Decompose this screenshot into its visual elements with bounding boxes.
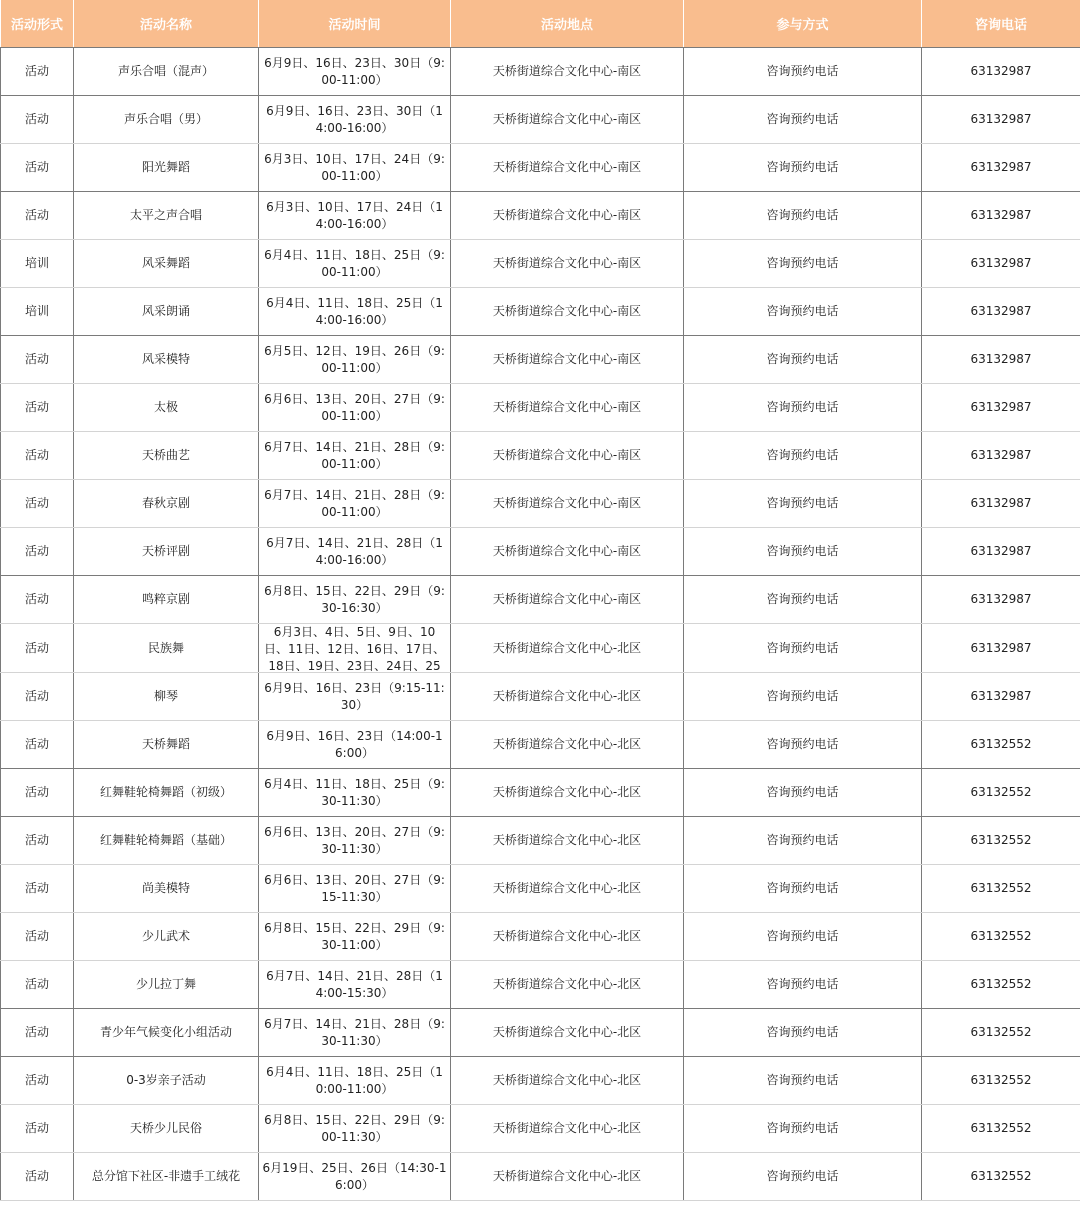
consult-phone-cell: 63132987: [922, 528, 1080, 576]
activity-time-text: 6月9日、16日、23日（9:15-11:30）: [264, 680, 445, 712]
activity-location-cell: 天桥街道综合文化中心-北区: [451, 624, 684, 673]
consult-phone-cell: 63132987: [922, 384, 1080, 432]
table-row: [1, 1009, 1080, 1057]
participation-method-cell: 咨询预约电话: [684, 288, 922, 336]
consult-phone-cell: 63132552: [922, 865, 1080, 913]
activity-location-cell: 天桥街道综合文化中心-南区: [451, 432, 684, 480]
activity-time-text: 6月4日、11日、18日、25日（14:00-16:00）: [266, 295, 443, 327]
activity-type-cell: 活动: [1, 336, 74, 384]
activity-type-cell: 活动: [1, 1057, 74, 1105]
activity-time-text: 6月7日、14日、21日、28日（9:00-11:00）: [264, 487, 445, 519]
activity-time-cell: [259, 624, 451, 673]
activity-time-cell: [259, 192, 451, 240]
table-body: [1, 48, 1080, 1201]
participation-method-cell: 咨询预约电话: [684, 817, 922, 865]
activity-time-cell: [259, 1105, 451, 1153]
activity-name-cell: 声乐合唱（男）: [74, 96, 259, 144]
activity-type-cell: 活动: [1, 480, 74, 528]
activity-time-cell: [259, 913, 451, 961]
activity-type-cell: 活动: [1, 913, 74, 961]
activity-location-cell: 天桥街道综合文化中心-北区: [451, 673, 684, 721]
participation-method-cell: 咨询预约电话: [684, 721, 922, 769]
header-participation-method: 参与方式: [684, 0, 922, 48]
activity-location-cell: 天桥街道综合文化中心-南区: [451, 240, 684, 288]
activity-location-cell: 天桥街道综合文化中心-南区: [451, 336, 684, 384]
table-row: [1, 96, 1080, 144]
activity-name-cell: 天桥评剧: [74, 528, 259, 576]
activity-time-text: 6月4日、11日、18日、25日（9:00-11:00）: [264, 247, 445, 279]
activity-type-cell: 活动: [1, 528, 74, 576]
activity-location-cell: 天桥街道综合文化中心-北区: [451, 1153, 684, 1201]
activity-type-cell: 活动: [1, 624, 74, 673]
activity-location-cell: 天桥街道综合文化中心-南区: [451, 288, 684, 336]
table-row: [1, 1105, 1080, 1153]
activity-type-cell: 活动: [1, 817, 74, 865]
activity-name-cell: 风采模特: [74, 336, 259, 384]
table-row: [1, 384, 1080, 432]
activity-type-cell: 活动: [1, 721, 74, 769]
activity-location-cell: 天桥街道综合文化中心-南区: [451, 96, 684, 144]
activity-type-cell: 活动: [1, 576, 74, 624]
activity-type-cell: 活动: [1, 96, 74, 144]
activity-location-cell: 天桥街道综合文化中心-北区: [451, 865, 684, 913]
activity-time-text: 6月19日、25日、26日（14:30-16:00）: [262, 1160, 447, 1192]
activity-time-text: 6月6日、13日、20日、27日（9:30-11:30）: [264, 824, 445, 856]
activity-location-cell: 天桥街道综合文化中心-北区: [451, 721, 684, 769]
participation-method-cell: 咨询预约电话: [684, 336, 922, 384]
table-row: [1, 240, 1080, 288]
activity-time-cell: [259, 721, 451, 769]
table-row: [1, 1057, 1080, 1105]
header-consult-phone: 咨询电话: [922, 0, 1080, 48]
participation-method-cell: 咨询预约电话: [684, 1057, 922, 1105]
table-row: [1, 673, 1080, 721]
activity-location-cell: 天桥街道综合文化中心-北区: [451, 961, 684, 1009]
participation-method-cell: 咨询预约电话: [684, 96, 922, 144]
activity-location-cell: 天桥街道综合文化中心-北区: [451, 769, 684, 817]
table-row: [1, 865, 1080, 913]
consult-phone-cell: 63132552: [922, 961, 1080, 1009]
consult-phone-cell: 63132987: [922, 336, 1080, 384]
participation-method-cell: 咨询预约电话: [684, 1009, 922, 1057]
participation-method-cell: 咨询预约电话: [684, 144, 922, 192]
participation-method-cell: 咨询预约电话: [684, 865, 922, 913]
participation-method-cell: 咨询预约电话: [684, 384, 922, 432]
consult-phone-cell: 63132987: [922, 673, 1080, 721]
table-row: [1, 528, 1080, 576]
consult-phone-cell: 63132552: [922, 1153, 1080, 1201]
table-row: [1, 48, 1080, 96]
participation-method-cell: 咨询预约电话: [684, 769, 922, 817]
activity-type-cell: 培训: [1, 240, 74, 288]
consult-phone-cell: 63132987: [922, 288, 1080, 336]
activity-type-cell: 活动: [1, 865, 74, 913]
activity-name-cell: 春秋京剧: [74, 480, 259, 528]
table-row: [1, 144, 1080, 192]
header-activity-time: 活动时间: [259, 0, 451, 48]
table-row: [1, 913, 1080, 961]
participation-method-cell: 咨询预约电话: [684, 528, 922, 576]
consult-phone-cell: 63132552: [922, 769, 1080, 817]
activity-name-cell: 红舞鞋轮椅舞蹈（初级）: [74, 769, 259, 817]
activity-time-text: 6月7日、14日、21日、28日（9:00-11:00）: [264, 439, 445, 471]
activity-time-cell: [259, 961, 451, 1009]
activity-type-cell: 活动: [1, 1105, 74, 1153]
header-activity-name: 活动名称: [74, 0, 259, 48]
activity-name-cell: 青少年气候变化小组活动: [74, 1009, 259, 1057]
activity-name-cell: 声乐合唱（混声）: [74, 48, 259, 96]
activity-type-cell: 活动: [1, 192, 74, 240]
activity-time-cell: [259, 769, 451, 817]
activity-time-cell: [259, 384, 451, 432]
consult-phone-cell: 63132987: [922, 96, 1080, 144]
activity-time-text: 6月9日、16日、23日、30日（9:00-11:00）: [264, 55, 445, 87]
activity-time-text: 6月8日、15日、22日、29日（9:30-16:30）: [264, 583, 445, 615]
table-row: [1, 817, 1080, 865]
consult-phone-cell: 63132987: [922, 576, 1080, 624]
consult-phone-cell: 63132987: [922, 480, 1080, 528]
table-row: [1, 192, 1080, 240]
activity-time-text: 6月3日、10日、17日、24日（9:00-11:00）: [264, 151, 445, 183]
activity-time-text: 6月9日、16日、23日（14:00-16:00）: [266, 728, 443, 760]
participation-method-cell: 咨询预约电话: [684, 48, 922, 96]
activity-type-cell: 活动: [1, 673, 74, 721]
activity-name-cell: 鸣粹京剧: [74, 576, 259, 624]
activity-location-cell: 天桥街道综合文化中心-南区: [451, 528, 684, 576]
activity-name-cell: 少儿武术: [74, 913, 259, 961]
activity-time-text: 6月7日、14日、21日、28日（14:00-16:00）: [266, 535, 443, 567]
participation-method-cell: 咨询预约电话: [684, 432, 922, 480]
activity-location-cell: 天桥街道综合文化中心-南区: [451, 480, 684, 528]
activity-time-cell: [259, 432, 451, 480]
participation-method-cell: 咨询预约电话: [684, 673, 922, 721]
table-row: [1, 769, 1080, 817]
activity-location-cell: 天桥街道综合文化中心-南区: [451, 192, 684, 240]
consult-phone-cell: 63132987: [922, 144, 1080, 192]
activity-time-cell: [259, 240, 451, 288]
consult-phone-cell: 63132552: [922, 913, 1080, 961]
activity-name-cell: 天桥舞蹈: [74, 721, 259, 769]
activity-type-cell: 活动: [1, 1009, 74, 1057]
table-row: [1, 432, 1080, 480]
table-row: [1, 480, 1080, 528]
activity-name-cell: 尚美模特: [74, 865, 259, 913]
activity-time-text: 6月7日、14日、21日、28日（9:30-11:30）: [264, 1016, 445, 1048]
table-row: [1, 336, 1080, 384]
consult-phone-cell: 63132552: [922, 817, 1080, 865]
activity-time-text: 6月8日、15日、22日、29日（9:00-11:30）: [264, 1112, 445, 1144]
consult-phone-cell: 63132552: [922, 1009, 1080, 1057]
activity-type-cell: 活动: [1, 961, 74, 1009]
activity-name-cell: 少儿拉丁舞: [74, 961, 259, 1009]
table-header: [1, 0, 1080, 48]
activity-name-cell: 阳光舞蹈: [74, 144, 259, 192]
activity-time-cell: [259, 1057, 451, 1105]
activity-time-cell: [259, 336, 451, 384]
activity-location-cell: 天桥街道综合文化中心-北区: [451, 1009, 684, 1057]
activity-type-cell: 活动: [1, 48, 74, 96]
table-row: [1, 1153, 1080, 1201]
participation-method-cell: 咨询预约电话: [684, 913, 922, 961]
activity-time-cell: [259, 288, 451, 336]
activity-time-text: 6月9日、16日、23日、30日（14:00-16:00）: [266, 103, 443, 135]
activity-time-text: 6月4日、11日、18日、25日（9:30-11:30）: [264, 776, 445, 808]
activity-type-cell: 活动: [1, 1153, 74, 1201]
activity-name-cell: 民族舞: [74, 624, 259, 673]
activity-name-cell: 0-3岁亲子活动: [74, 1057, 259, 1105]
activity-name-cell: 柳琴: [74, 673, 259, 721]
activity-location-cell: 天桥街道综合文化中心-北区: [451, 817, 684, 865]
table-row: [1, 288, 1080, 336]
activity-time-cell: [259, 144, 451, 192]
table-row: [1, 721, 1080, 769]
activity-time-text: 6月3日、10日、17日、24日（14:00-16:00）: [266, 199, 443, 231]
activity-type-cell: 活动: [1, 769, 74, 817]
consult-phone-cell: 63132552: [922, 1105, 1080, 1153]
participation-method-cell: 咨询预约电话: [684, 576, 922, 624]
table-row: [1, 624, 1080, 673]
activity-name-cell: 天桥曲艺: [74, 432, 259, 480]
activity-time-text: 6月6日、13日、20日、27日（9:15-11:30）: [264, 872, 445, 904]
activity-time-text: 6月4日、11日、18日、25日（10:00-11:00）: [266, 1064, 443, 1096]
participation-method-cell: 咨询预约电话: [684, 240, 922, 288]
activity-time-cell: [259, 576, 451, 624]
participation-method-cell: 咨询预约电话: [684, 961, 922, 1009]
activity-time-cell: [259, 480, 451, 528]
consult-phone-cell: 63132987: [922, 240, 1080, 288]
activity-location-cell: 天桥街道综合文化中心-南区: [451, 48, 684, 96]
activity-time-cell: [259, 673, 451, 721]
activity-time-cell: [259, 48, 451, 96]
activity-name-cell: 风采朗诵: [74, 288, 259, 336]
activity-time-text: 6月7日、14日、21日、28日（14:00-15:30）: [266, 968, 443, 1000]
activity-name-cell: 总分馆下社区-非遗手工绒花: [74, 1153, 259, 1201]
activity-location-cell: 天桥街道综合文化中心-北区: [451, 913, 684, 961]
activity-type-cell: 活动: [1, 432, 74, 480]
header-row: [1, 0, 1080, 48]
activity-type-cell: 活动: [1, 144, 74, 192]
activity-time-cell: [259, 528, 451, 576]
activity-time-cell: [259, 1153, 451, 1201]
participation-method-cell: 咨询预约电话: [684, 624, 922, 673]
header-activity-location: 活动地点: [451, 0, 684, 48]
activity-time-cell: [259, 817, 451, 865]
activity-time-text: 6月8日、15日、22日、29日（9:30-11:00）: [264, 920, 445, 952]
table-row: [1, 576, 1080, 624]
consult-phone-cell: 63132987: [922, 192, 1080, 240]
participation-method-cell: 咨询预约电话: [684, 192, 922, 240]
participation-method-cell: 咨询预约电话: [684, 480, 922, 528]
activity-name-cell: 红舞鞋轮椅舞蹈（基础）: [74, 817, 259, 865]
activity-time-cell: [259, 1009, 451, 1057]
consult-phone-cell: 63132552: [922, 721, 1080, 769]
activity-name-cell: 天桥少儿民俗: [74, 1105, 259, 1153]
participation-method-cell: 咨询预约电话: [684, 1105, 922, 1153]
consult-phone-cell: 63132552: [922, 1057, 1080, 1105]
activity-location-cell: 天桥街道综合文化中心-北区: [451, 1057, 684, 1105]
participation-method-cell: 咨询预约电话: [684, 1153, 922, 1201]
activity-time-text: 6月6日、13日、20日、27日（9:00-11:00）: [264, 391, 445, 423]
activity-time-text: 6月5日、12日、19日、26日（9:00-11:00）: [264, 343, 445, 375]
activity-location-cell: 天桥街道综合文化中心-南区: [451, 144, 684, 192]
activity-location-cell: 天桥街道综合文化中心-北区: [451, 1105, 684, 1153]
consult-phone-cell: 63132987: [922, 432, 1080, 480]
activity-time-text: 6月3日、4日、5日、9日、10日、11日、12日、16日、17日、18日、19日、23日、24日、25: [263, 625, 446, 672]
activity-type-cell: 培训: [1, 288, 74, 336]
consult-phone-cell: 63132987: [922, 624, 1080, 673]
activity-name-cell: 太平之声合唱: [74, 192, 259, 240]
consult-phone-cell: 63132987: [922, 48, 1080, 96]
activity-location-cell: 天桥街道综合文化中心-南区: [451, 384, 684, 432]
activity-name-cell: 太极: [74, 384, 259, 432]
header-activity-type: 活动形式: [1, 0, 74, 48]
table-row: [1, 961, 1080, 1009]
activity-type-cell: 活动: [1, 384, 74, 432]
activity-time-cell: [259, 96, 451, 144]
activity-time-cell: [259, 865, 451, 913]
activity-name-cell: 风采舞蹈: [74, 240, 259, 288]
activity-location-cell: 天桥街道综合文化中心-南区: [451, 576, 684, 624]
